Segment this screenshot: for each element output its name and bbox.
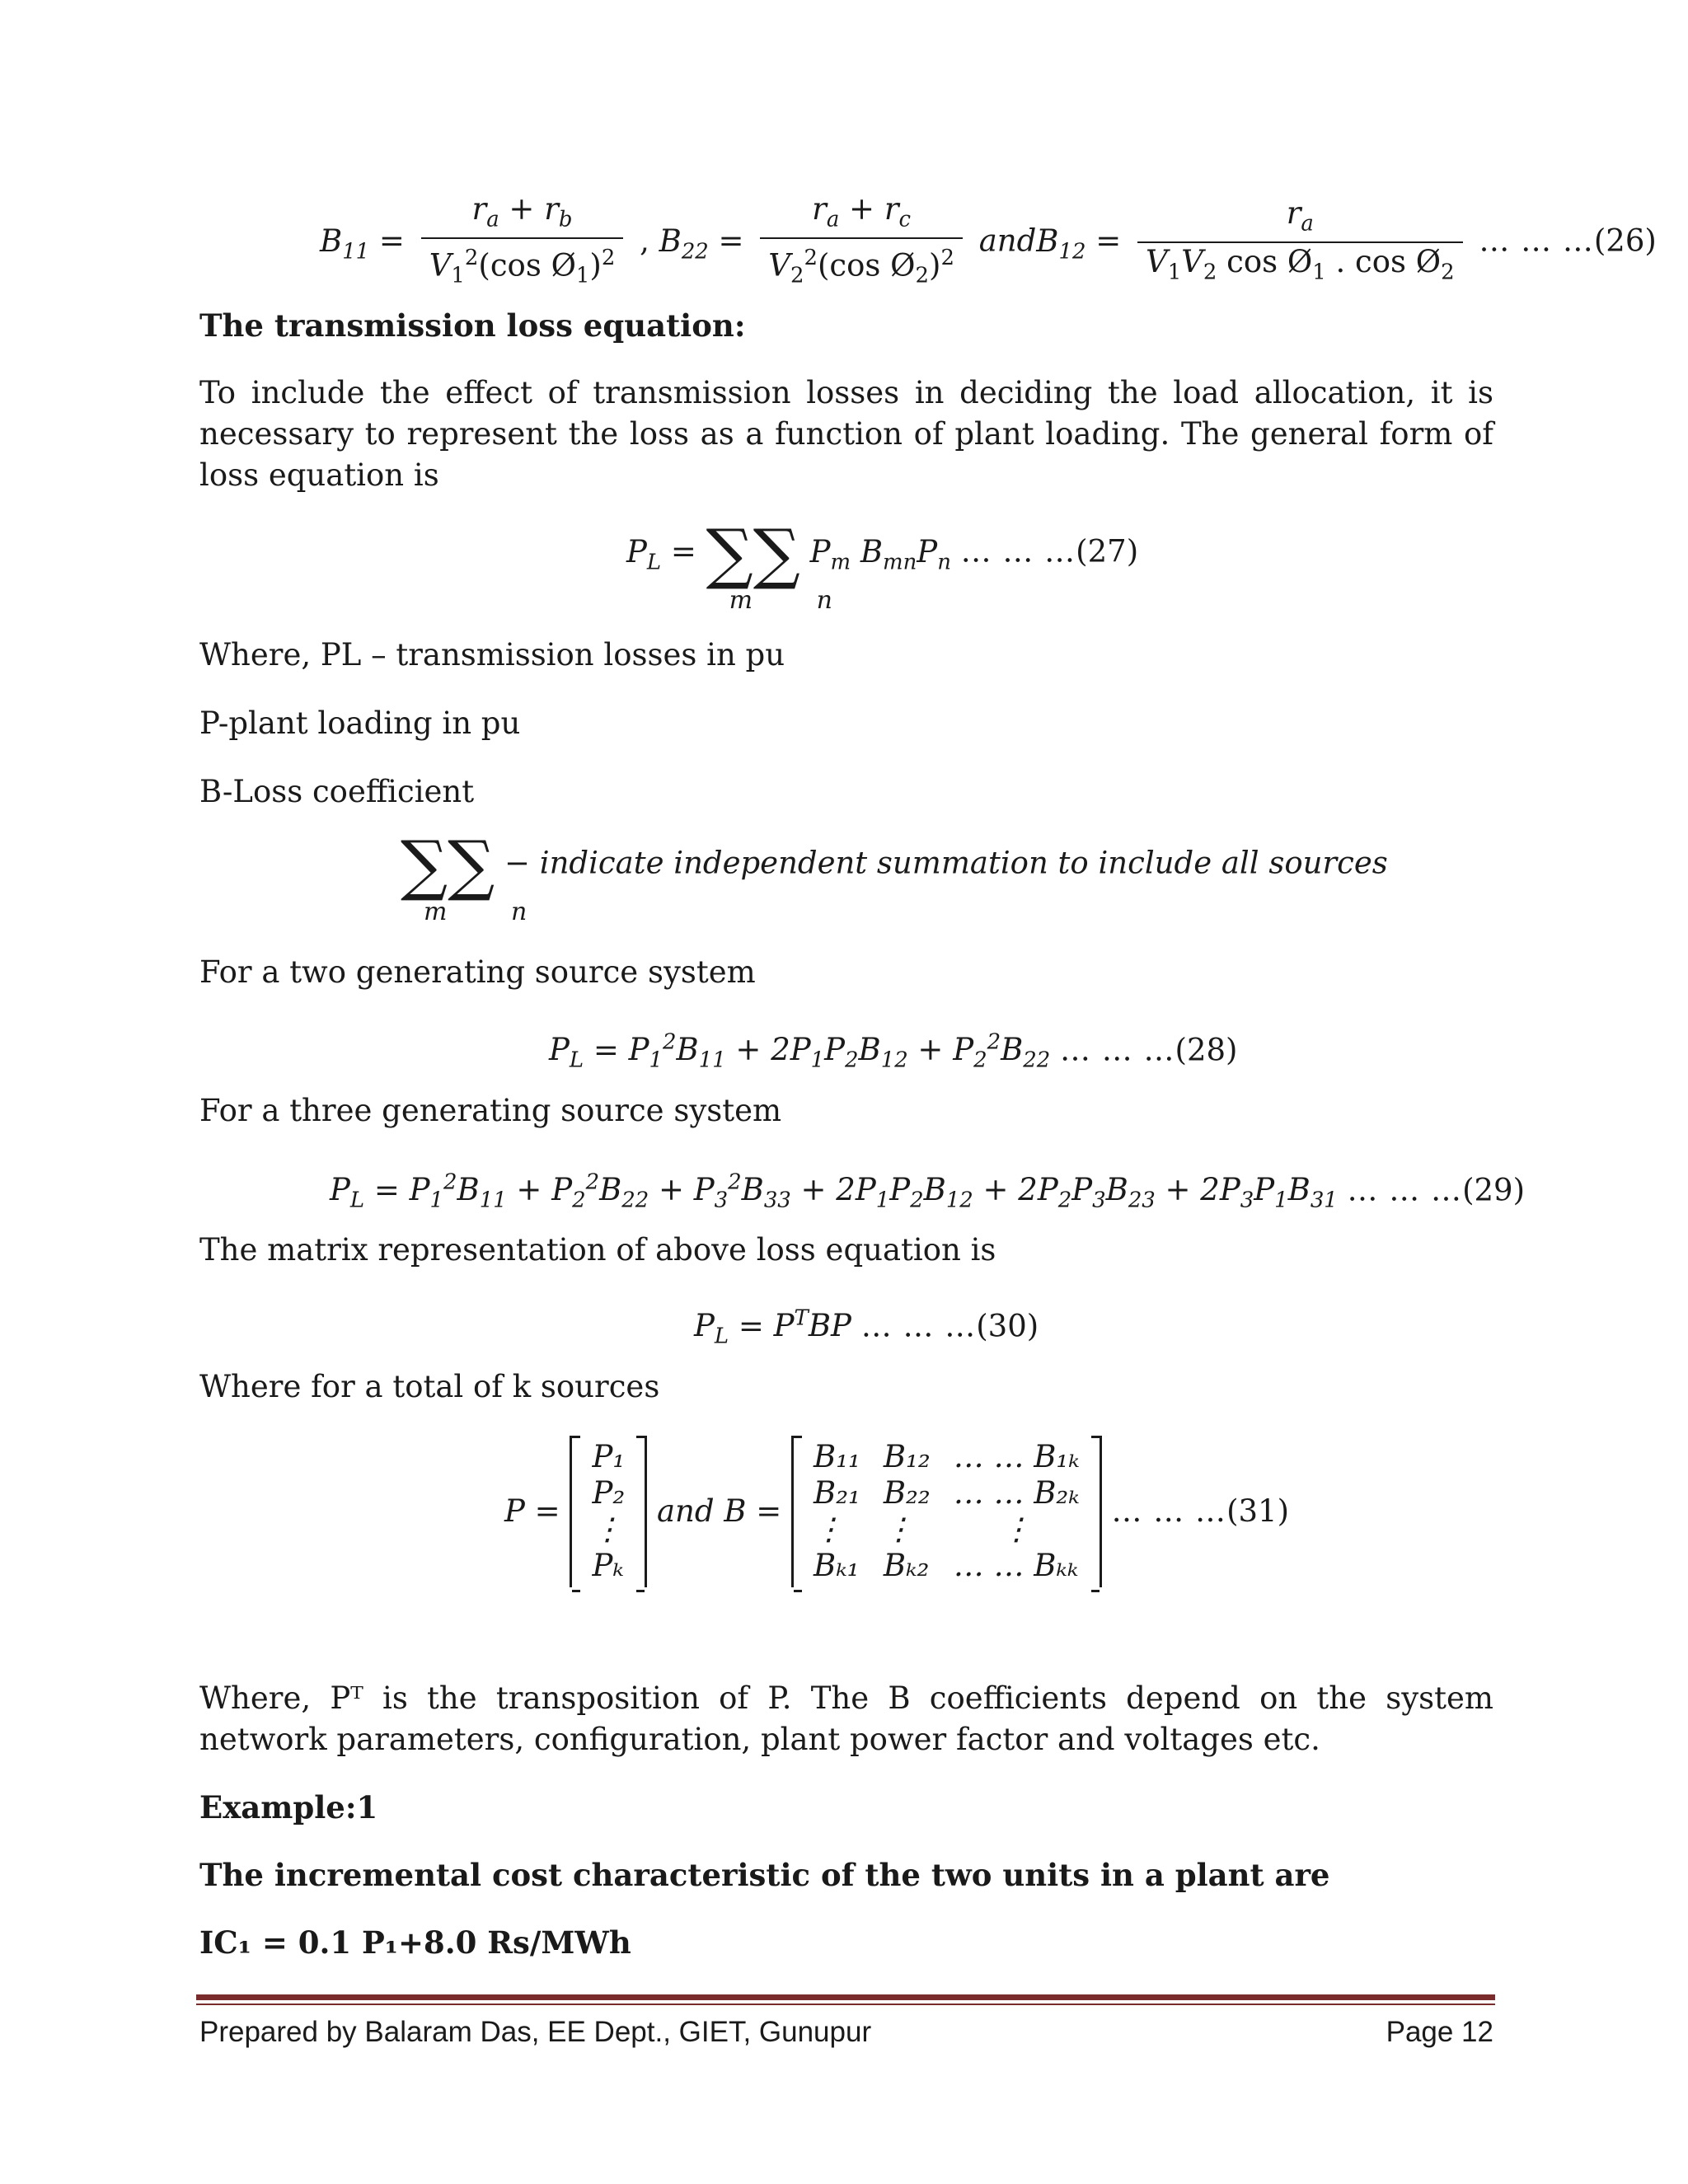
- eq26-f1-den-end: ): [589, 247, 602, 284]
- eq31-and-b: and B =: [656, 1493, 782, 1529]
- eq26-f2-den-end-sup: 2: [940, 246, 954, 271]
- eq27-term-p1: P: [809, 533, 831, 569]
- eq29-c: + P: [649, 1172, 715, 1208]
- eq27-equals: =: [670, 533, 706, 569]
- eq29-a-sup: 2: [443, 1170, 457, 1195]
- eq26-f1-den-rest: (cos Ø: [478, 247, 576, 284]
- b-matrix-entry: B₂₂: [883, 1475, 931, 1511]
- eq29-equals: =: [373, 1172, 410, 1208]
- text-ic1: IC₁ = 0.1 P₁+8.0 Rs/MWh: [199, 1924, 631, 1961]
- eq29-e-b-sub: 23: [1128, 1188, 1156, 1213]
- eq28-t1: P: [628, 1032, 649, 1068]
- eq26-f2-den-sup: 2: [804, 246, 818, 271]
- eq28-t1-b: B: [676, 1032, 699, 1068]
- eq28-t3-sub: 2: [973, 1047, 987, 1073]
- eq26-fraction-1: [421, 191, 624, 295]
- eq27-lhs-sub: L: [646, 549, 662, 574]
- eq29-lhs: P: [330, 1172, 350, 1208]
- eq26-lhs2-sub: 22: [681, 238, 709, 264]
- eq26-f3-den-cos1-sub: 1: [1312, 260, 1326, 285]
- equation-29: [330, 1162, 1525, 1221]
- eq29-a-b-sub: 11: [479, 1188, 507, 1213]
- eq29-c-sup: 2: [728, 1170, 742, 1195]
- eq31-label: (31): [1226, 1493, 1290, 1529]
- eq26-f3-den-cos2: . cos Ø: [1325, 244, 1442, 280]
- equation-27: [626, 515, 1139, 615]
- eq28-t3-b: B: [1001, 1032, 1024, 1068]
- eq28-t3: + P: [907, 1032, 974, 1068]
- eq26-f1-den-sup: 2: [464, 246, 479, 271]
- eq29-b-b-sub: 22: [621, 1188, 649, 1213]
- eq26-lhs2: B: [659, 223, 682, 259]
- eq26-f3-num: r: [1286, 194, 1301, 231]
- eq29-e-sub2: 3: [1092, 1188, 1106, 1213]
- eq26-f2-den-rest-sub: 2: [915, 264, 929, 289]
- eq30-rhs: P: [773, 1308, 795, 1344]
- b-matrix-entry: … … Bₖₖ: [953, 1548, 1079, 1583]
- eq26-f3-num-sub: a: [1301, 211, 1314, 237]
- eq29-f-b: B: [1287, 1172, 1311, 1208]
- equation-28: [549, 1022, 1237, 1081]
- eq29-dots: … … …: [1347, 1172, 1463, 1208]
- eq30-rhs-rest: BP: [808, 1308, 851, 1344]
- footer-page-number: Page 12: [1386, 2016, 1493, 2048]
- eq28-t1-sup: 2: [663, 1030, 677, 1055]
- eq29-b: + P: [506, 1172, 573, 1208]
- heading-incremental-cost: The incremental cost characteristic of the two units in a plant are: [199, 1857, 1330, 1893]
- eq26-fraction-3: [1137, 195, 1463, 292]
- sigma-note-symbol: ∑∑: [401, 827, 495, 903]
- p-vector-entry: P₁: [592, 1439, 626, 1474]
- eq26-lhs1: B: [320, 223, 343, 259]
- eq26-f1-den-end-sup: 2: [601, 246, 616, 271]
- eq28-dots: … … …: [1059, 1032, 1175, 1068]
- eq28-t2-sub2: 2: [845, 1047, 859, 1073]
- eq26-label: (26): [1593, 223, 1657, 259]
- eq31-dots: … … …: [1111, 1493, 1227, 1529]
- eq30-label: (30): [976, 1308, 1039, 1344]
- text-matrix-representation: The matrix representation of above loss equation is: [199, 1232, 996, 1268]
- eq29-label: (29): [1462, 1172, 1526, 1208]
- p-vector-entry: Pₖ: [592, 1548, 624, 1583]
- eq29-e-p: P: [1071, 1172, 1093, 1208]
- eq28-equals: =: [593, 1032, 629, 1068]
- eq29-b-sup: 2: [585, 1170, 600, 1195]
- eq27-term-p2: P: [917, 533, 938, 569]
- eq26-fraction-2: [760, 191, 963, 295]
- eq29-a-b: B: [457, 1172, 480, 1208]
- summation-note-subscripts: m n: [424, 898, 556, 926]
- eq26-f3-den-v2-sub: 2: [1203, 260, 1217, 285]
- eq27-lhs: P: [626, 533, 647, 569]
- eq26-f2-den-rest: (cos Ø: [818, 247, 916, 284]
- eq26-f1-num-b-sub: b: [558, 207, 573, 232]
- paragraph-intro: To include the effect of transmission losses in deciding the load allocation, it is necessary to represent the loss as a function of plant loading. The general form of loss equation is: [199, 375, 1493, 493]
- eq29-d-sub1: 1: [875, 1188, 890, 1213]
- eq27-double-sum: [706, 515, 860, 615]
- b-matrix-entry: … … B₂ₖ: [953, 1475, 1080, 1511]
- eq27-dots: … … …: [960, 533, 1076, 569]
- eq28-t2: + 2P: [725, 1032, 811, 1068]
- eq26-f2-num-c: r: [884, 191, 899, 227]
- b-matrix-entry: Bₖ₂: [883, 1548, 930, 1583]
- eq26-f3-den-v1-sub: 1: [1167, 260, 1182, 285]
- eq26-and: and: [978, 223, 1037, 259]
- eq26-f2-den-sub: 2: [790, 264, 804, 289]
- eq26-f1-num-a: r: [471, 191, 487, 227]
- paragraph-transposition: Where, Pᵀ is the transposition of P. The B coefficients depend on the system network parameters, configuration, plant power factor and voltages etc.: [199, 1680, 1493, 1757]
- eq30-equals: =: [738, 1308, 774, 1344]
- eq30-rhs-sup: T: [794, 1306, 809, 1331]
- b-matrix-entry: ⋮: [1001, 1511, 1032, 1547]
- eq26-f2-num-plus: +: [839, 191, 884, 227]
- eq26-f3-den-v2: V: [1181, 244, 1203, 280]
- eq26-f2-num-a-sub: a: [826, 207, 840, 232]
- eq26-f2-num-a: r: [812, 191, 827, 227]
- eq28-t1-sub: 1: [649, 1047, 663, 1073]
- text-k-sources: Where for a total of k sources: [199, 1369, 660, 1404]
- eq31-p-label: P =: [504, 1493, 560, 1529]
- eq28-label: (28): [1175, 1032, 1238, 1068]
- eq29-c-sub: 3: [714, 1188, 729, 1213]
- eq26-f1-num-a-sub: a: [486, 207, 499, 232]
- eq26-f1-num-b: r: [544, 191, 559, 227]
- p-vector-entry: ⋮: [592, 1511, 623, 1547]
- eq29-d: + 2P: [790, 1172, 876, 1208]
- eq29-f-p: P: [1254, 1172, 1275, 1208]
- heading-example: Example:1: [199, 1789, 378, 1825]
- eq26-f1-den-rest-sub: 1: [575, 264, 590, 289]
- footer-rule-thick: [196, 1994, 1495, 2000]
- eq29-f-sub1: 3: [1240, 1188, 1254, 1213]
- eq31-b-matrix: [791, 1436, 1102, 1587]
- eq28-lhs: P: [549, 1032, 570, 1068]
- b-matrix-entry: B₂₁: [814, 1475, 860, 1511]
- eq29-d-sub2: 2: [910, 1188, 924, 1213]
- equation-30: [694, 1298, 1039, 1357]
- eq26-f2-den-v: V: [768, 247, 791, 284]
- p-vector-entry: P₂: [592, 1475, 626, 1511]
- eq28-t1-b-sub: 11: [698, 1047, 726, 1073]
- eq27-term-p2-sub: n: [937, 549, 951, 574]
- eq27-term-b: B: [851, 533, 884, 569]
- eq26-equals-1: =: [378, 223, 415, 259]
- eq29-e-b: B: [1105, 1172, 1128, 1208]
- text-two-source: For a two generating source system: [199, 954, 756, 990]
- eq27-label: (27): [1076, 533, 1139, 569]
- eq26-lhs3-sub: 12: [1058, 238, 1086, 264]
- eq29-f-b-sub: 31: [1310, 1188, 1338, 1213]
- b-matrix-entry: ⋮: [883, 1511, 914, 1547]
- eq29-b-sub: 2: [572, 1188, 586, 1213]
- eq29-c-b-sub: 33: [763, 1188, 791, 1213]
- eq29-d-b-sub: 12: [945, 1188, 973, 1213]
- equation-31: [504, 1436, 1289, 1587]
- eq29-f: + 2P: [1155, 1172, 1240, 1208]
- sigma-symbol: ∑∑: [706, 515, 800, 592]
- text-b-loss: B-Loss coefficient: [199, 774, 475, 809]
- eq26-f1-den-v: V: [429, 247, 452, 284]
- eq29-e: + 2P: [973, 1172, 1058, 1208]
- b-matrix-entry: Bₖ₁: [814, 1548, 860, 1583]
- eq28-t3-sup: 2: [987, 1030, 1001, 1055]
- eq31-p-vector: [570, 1436, 647, 1587]
- eq26-f3-den-cos2-sub: 2: [1441, 260, 1455, 285]
- eq29-a: P: [409, 1172, 430, 1208]
- equation-26: [320, 191, 1657, 295]
- text-p-plant: P-plant loading in pu: [199, 705, 521, 741]
- eq26-f1-num-plus: +: [499, 191, 545, 227]
- eq26-f2-num-c-sub: c: [898, 207, 912, 232]
- eq26-f2-den-end: ): [929, 247, 941, 284]
- eq28-t2-p2: P: [824, 1032, 846, 1068]
- footer-rule-thin: [196, 2004, 1495, 2005]
- eq26-f1-den-sub: 1: [451, 264, 465, 289]
- eq30-lhs-sub: L: [714, 1324, 729, 1349]
- eq28-t3-b-sub: 22: [1023, 1047, 1051, 1073]
- eq26-lhs1-sub: 11: [342, 238, 370, 264]
- summation-note: [401, 827, 1388, 926]
- eq26-f3-den-v1: V: [1145, 244, 1168, 280]
- eq26-f3-den-cos1: cos Ø: [1217, 244, 1313, 280]
- eq28-t2-b: B: [858, 1032, 881, 1068]
- eq28-lhs-sub: L: [569, 1047, 584, 1073]
- eq30-dots: … … …: [860, 1308, 977, 1344]
- eq29-lhs-sub: L: [349, 1188, 365, 1213]
- b-matrix-entry: B₁₂: [883, 1439, 931, 1474]
- eq27-term-b-sub: mn: [883, 549, 917, 574]
- eq28-t2-sub1: 1: [810, 1047, 825, 1073]
- eq29-f-sub2: 1: [1274, 1188, 1288, 1213]
- b-matrix-entry: B₁₁: [814, 1439, 860, 1474]
- eq29-d-b: B: [923, 1172, 946, 1208]
- eq27-term-p1-sub: m: [830, 549, 851, 574]
- eq29-c-b: B: [741, 1172, 764, 1208]
- eq26-dots: … … …: [1479, 223, 1594, 259]
- summation-note-text: − indicate independent summation to include all sources: [504, 845, 1388, 881]
- text-where-pl: Where, PL – transmission losses in pu: [199, 637, 785, 673]
- eq29-b-b: B: [599, 1172, 622, 1208]
- eq26-equals-3: =: [1095, 223, 1131, 259]
- eq26-lhs3: B: [1036, 223, 1059, 259]
- eq29-a-sub: 1: [429, 1188, 444, 1213]
- text-three-source: For a three generating source system: [199, 1093, 782, 1128]
- eq29-d-p: P: [889, 1172, 911, 1208]
- b-matrix-entry: … … B₁ₖ: [953, 1439, 1080, 1474]
- eq27-sum-subscripts: m n: [729, 586, 860, 615]
- eq30-lhs: P: [694, 1308, 715, 1344]
- summation-note-sum: [401, 827, 556, 926]
- heading-transmission-loss: The transmission loss equation:: [199, 307, 746, 344]
- eq28-t2-b-sub: 12: [880, 1047, 908, 1073]
- footer-author: Prepared by Balaram Das, EE Dept., GIET, Gunupur: [199, 2016, 872, 2048]
- eq29-e-sub1: 2: [1057, 1188, 1072, 1213]
- eq26-comma: ,: [640, 223, 649, 259]
- b-matrix-entry: ⋮: [814, 1511, 844, 1547]
- eq26-equals-2: =: [718, 223, 754, 259]
